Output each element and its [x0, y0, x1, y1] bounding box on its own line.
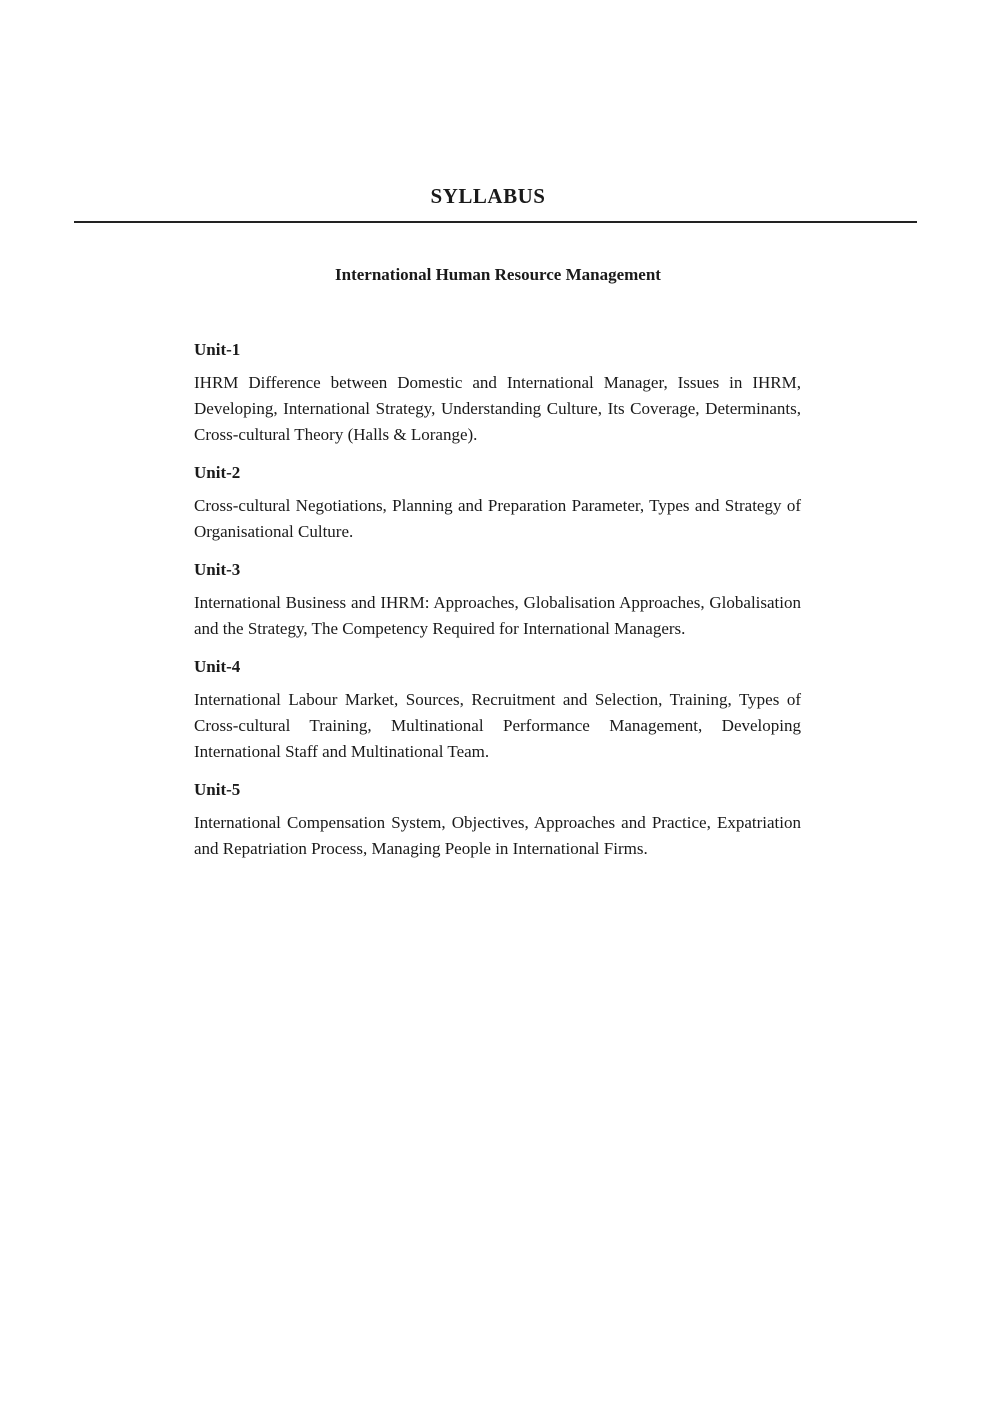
unit-heading: Unit-3: [194, 560, 241, 579]
unit-2: [194, 459, 801, 545]
unit-list: [194, 336, 801, 873]
unit-heading: Unit-5: [194, 780, 241, 799]
unit-5: [194, 776, 801, 862]
unit-3: [194, 556, 801, 642]
page-title: SYLLABUS: [430, 184, 546, 208]
unit-1: [194, 336, 801, 448]
unit-heading: Unit-1: [194, 340, 241, 359]
title-divider: [74, 221, 917, 223]
unit-heading: Unit-2: [194, 463, 241, 482]
unit-description: International Business and IHRM: Approaches, Globalisation Approaches, Globalisation and the Strategy, The Competency Required for International Managers.: [194, 593, 801, 638]
unit-description: Cross-cultural Negotiations, Planning and Preparation Parameter, Types and Strategy of Organisational Culture.: [194, 496, 801, 541]
unit-description: International Labour Market, Sources, Recruitment and Selection, Training, Types of Cross-cultural Training, Multinational Performance Management, Developing International Staff and Multinational Team.: [194, 690, 801, 761]
unit-heading: Unit-4: [194, 657, 241, 676]
course-title: International Human Resource Management: [335, 265, 661, 284]
unit-description: IHRM Difference between Domestic and International Manager, Issues in IHRM, Developing, International Strategy, Understanding Culture, Its Coverage, Determinants, Cross-cultural Theory (Halls & Lorange).: [194, 373, 801, 444]
unit-4: [194, 653, 801, 765]
unit-description: International Compensation System, Objectives, Approaches and Practice, Expatriation and Repatriation Process, Managing People in International Firms.: [194, 813, 801, 858]
